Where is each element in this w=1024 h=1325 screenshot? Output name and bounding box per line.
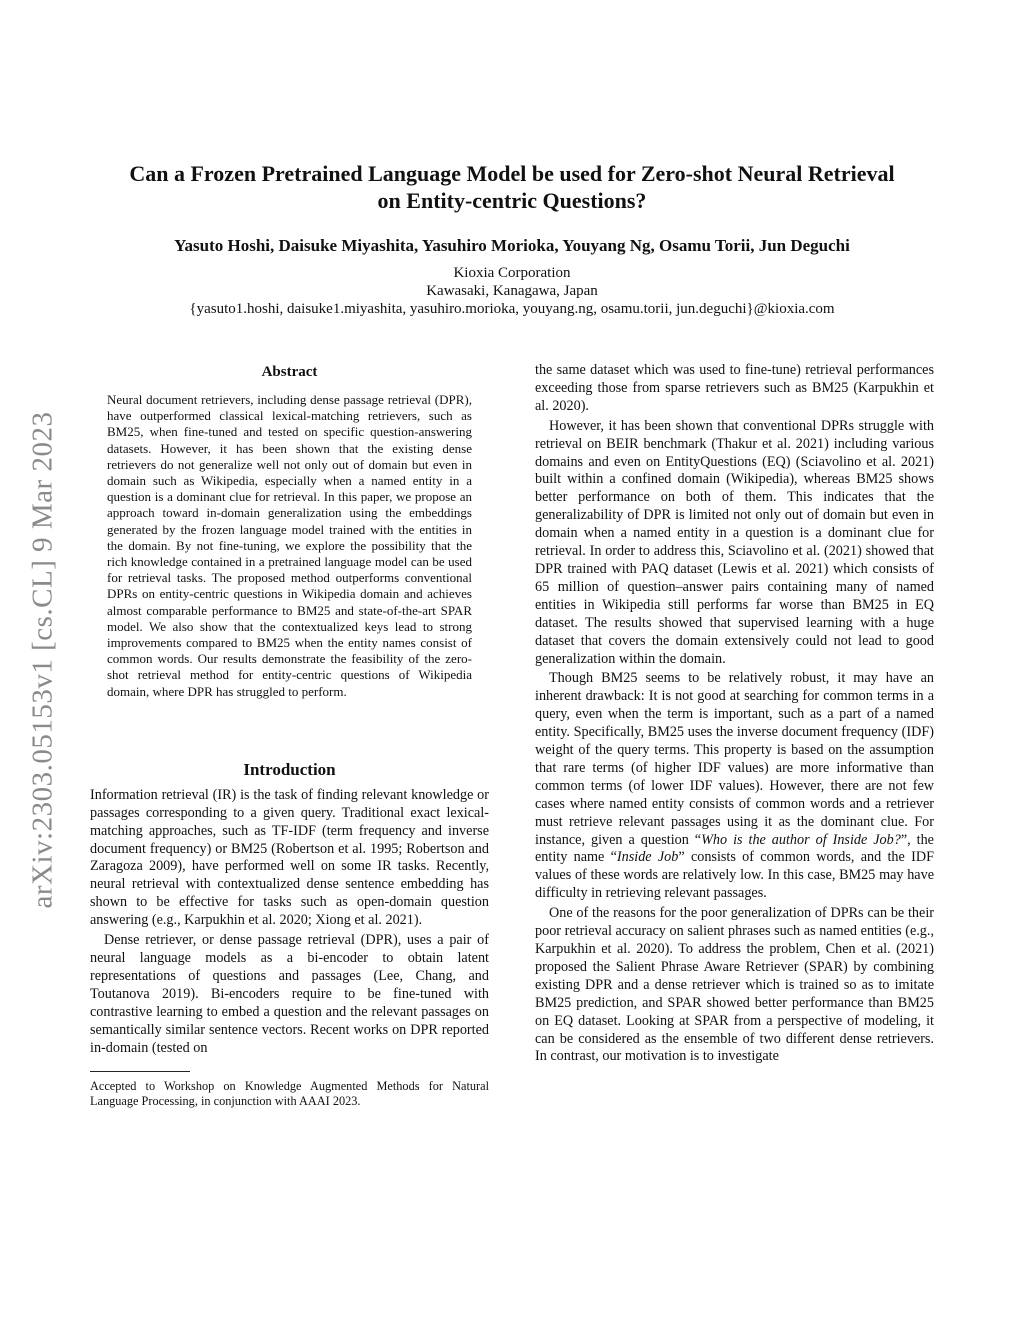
title-line-2: on Entity-centric Questions? xyxy=(377,188,647,213)
example-question: Who is the author of Inside Job? xyxy=(701,831,901,848)
affiliation-location: Kawasaki, Kanagawa, Japan xyxy=(426,283,598,299)
introduction-section xyxy=(90,759,489,1058)
affiliation xyxy=(60,264,964,318)
affiliation-emails: {yasuto1.hoshi, daisuke1.miyashita, yasuhiro.morioka, youyang.ng, osamu.torii, jun.deguchi}@kioxia.com xyxy=(189,301,835,317)
left-column xyxy=(90,362,489,1109)
right-paragraph-continued: the same dataset which was used to fine-tune) retrieval performances exceeding those from sparse retrievers such as BM25 (Karpukhin et al. 2020). xyxy=(535,362,934,414)
intro-paragraph-1: Information retrieval (IR) is the task of finding relevant knowledge or passages corresponding to a given query. Traditional exact lexical-matching approaches, such as TF-IDF (term frequency and inverse document frequency) or BM25 (Robertson et al. 1995; Robertson and Zaragoza 2009), have performed well on some IR tasks. Recently, neural retrieval with contextualized dense sentence embedding has shown to be effective for tasks such as open-domain question answering (e.g., Karpukhin et al. 2020; Xiong et al. 2021). xyxy=(90,786,489,929)
right-paragraph-3: One of the reasons for the poor generalization of DPRs can be their poor retrieval accuracy on salient phrases such as named entities (e.g., Karpukhin et al. 2020). To address the problem, Chen et al. (2021) proposed the Salient Phrase Aware Retriever (SPAR) by combining existing DPR and a dense retriever which is trained so as to imitate BM25 prediction, and SPAR showed better performance than BM25 on EQ dataset. Looking at SPAR from a perspective of modeling, it can be considered as the ensemble of two different dense retrievers. In contrast, our motivation is to investigate xyxy=(535,905,934,1065)
arxiv-id: arXiv:2303.05153v1 [cs.CL] 9 Mar 2023 xyxy=(26,411,59,909)
title-line-1: Can a Frozen Pretrained Language Model be used for Zero-shot Neural Retrieval xyxy=(129,161,895,186)
author-list: Yasuto Hoshi, Daisuke Miyashita, Yasuhiro Morioka, Youyang Ng, Osamu Torii, Jun Deguchi xyxy=(174,236,850,255)
arxiv-stamp xyxy=(18,360,68,960)
right-paragraph-1: However, it has been shown that conventional DPRs struggle with retrieval on BEIR benchmark (Thakur et al. 2021) including various domains and even on EntityQuestions (EQ) (Sciavolino et al. 2021) built within a confined domain (Wikipedia), whereas BM25 shows better performance on both of them. This indicates that the generalizability of DPR is limited not only out of domain but even in domain when a named entity in a question is a dominant clue for retrieval. In order to address this, Sciavolino et al. (2021) showed that DPR trained with PAQ dataset (Lewis et al. 2021) which consists of 65 million of question–answer pairs containing many of named entities in Wikipedia still performs far worse than BM25 in EQ dataset. The results showed that supervised learning with a huge dataset that covers the domain extensively could not lead to good generalization within the domain. xyxy=(535,417,934,667)
entity-name: Inside Job xyxy=(616,849,679,866)
right-column xyxy=(535,362,934,1066)
intro-paragraph-2: Dense retriever, or dense passage retrieval (DPR), uses a pair of neural language models as a bi-encoder to obtain latent representations of questions and passages (Lee, Chang, and Toutanova 2019). Bi-encoders require to be fine-tuned with contrastive learning to embed a question and the relevant passages on semantically similar sentence vectors. Recent works on DPR reported in-domain (tested on xyxy=(90,932,489,1056)
paper-title xyxy=(60,160,964,214)
affiliation-org: Kioxia Corporation xyxy=(453,265,571,281)
right-paragraph-2 xyxy=(535,670,934,903)
footnote-rule xyxy=(90,1071,190,1072)
introduction-heading: Introduction xyxy=(243,759,336,779)
abstract xyxy=(90,362,489,700)
p2-text-a: Though BM25 seems to be relatively robust, it may have an inherent drawback: It is not good at searching for common terms in a query, even when the term is important, such as a part of a named entity. Specifically, BM25 uses the inverse document frequency (IDF) weight of the query terms. This property is based on the assumption that rare terms (of higher IDF values) are more informative than common terms (of lower IDF values). However, there are not few cases where named entity consists of common words and a retriever must retrieve relevant passages using it as the dominant clue. For instance, given a question “ xyxy=(535,670,934,848)
p2-text-b: ”, the entity name “ xyxy=(535,831,934,866)
abstract-heading: Abstract xyxy=(261,364,318,380)
footnote: Accepted to Workshop on Knowledge Augmented Methods for Natural Language Processing, in conjunction with AAAI 2023. xyxy=(90,1079,489,1109)
p2-text-c: ” consists of common words, and the IDF values of these words are relatively low. In this case, BM25 may have difficulty in retrieving relevant passages. xyxy=(535,849,934,902)
abstract-text: Neural document retrievers, including dense passage retrieval (DPR), have outperformed classical lexical-matching retrievers, such as BM25, when fine-tuned and tested on specific question-answering datasets. However, it has been shown that the existing dense retrievers do not generalize well not only out of domain but even in domain such as Wikipedia, especially when a named entity in a question is a dominant clue for retrieval. In this paper, we propose an approach toward in-domain generalization using the embeddings generated by the frozen language model trained with the entities in the domain. By not fine-tuning, we explore the possibility that the rich knowledge contained in a pretrained language model can be used for retrieval tasks. The proposed method outperforms conventional DPRs on entity-centric questions in Wikipedia domain and achieves almost comparable performance to BM25 and state-of-the-art SPAR model. We also show that the contextualized keys lead to strong improvements compared to BM25 when the entity names consist of common words. Our results demonstrate the feasibility of the zero-shot retrieval method for entity-centric questions of Wikipedia domain, where DPR has struggled to perform. xyxy=(107,392,472,699)
